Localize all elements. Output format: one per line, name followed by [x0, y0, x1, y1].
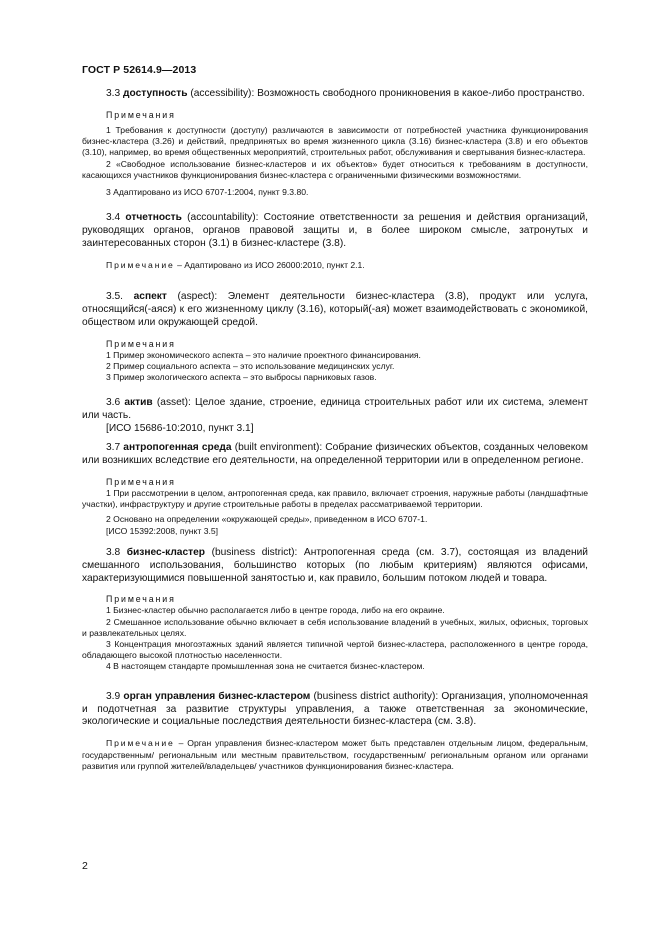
term-3-4-definition: 3.4 отчетность (accountability): Состояние ответственности за решения и действия организаций, руководящих органов, органов правовой защиты и, в более широком смысле, затронутых и заинтересованных сторон (3.1) в бизнес-кластере (3.8). [82, 212, 588, 249]
term-3-5-note-2: 2 Пример социального аспекта – это использование медицинских услуг. [106, 360, 395, 371]
document-header: ГОСТ Р 52614.9—2013 [82, 64, 197, 76]
term-3-3-note-2: 2 «Свободное использование бизнес-кластеров и их объектов» будет относиться к требованиям в доступности, касающихся участников функционирования бизнес-кластера с ограниченными физическими возможностями. [82, 158, 588, 180]
term-3-7-title: антропогенная среда [123, 442, 232, 454]
term-3-6-definition: 3.6 актив (asset): Целое здание, строение, единица строительных работ или их система, элемент или часть. [82, 397, 588, 422]
term-3-5-note-3: 3 Пример экологического аспекта – это выбросы парниковых газов. [106, 372, 377, 383]
term-3-3-notes-heading: Примечания [106, 109, 176, 120]
term-3-9-title: орган управления бизнес-кластером [123, 690, 311, 702]
term-3-8-note-3: 3 Концентрация многоэтажных зданий является типичной чертой бизнес-кластера, расположенного в центре города, обладающего высокой плотностью населенности. [82, 639, 588, 661]
term-3-8-definition: 3.8 бизнес-кластер (business district): Антропогенная среда (см. 3.7), состоящая из владений смешанного использования, большинство которых (по любым критериям) являются офисами, характеризующимися повышенной занятостью и, как правило, большим потоком людей и товара. [82, 546, 588, 584]
term-3-3-note-3: 3 Адаптировано из ИСО 6707-1:2004, пункт 9.3.80. [106, 186, 309, 197]
term-3-9-definition: 3.9 орган управления бизнес-кластером (business district authority): Организация, уполномоченная и подотчетная за развитие структуры управления, а также ответственная за экономические, экологические и социальные последствия деятельности бизнес-кластера (см. 3.8). [82, 690, 588, 728]
term-3-8-title: бизнес-кластер [126, 546, 206, 558]
term-3-7-reference: [ИСО 15392:2008, пункт 3.5] [106, 525, 219, 536]
term-3-4-title: отчетность [125, 212, 182, 224]
term-3-3-definition: 3.3 доступность (accessibility): Возможность свободного проникновения в какое-либо пространство. [106, 88, 585, 99]
term-3-5-definition: 3.5. аспект (aspect): Элемент деятельности бизнес-кластера (3.8), продукт или услуга, относящийся(-аяся) к его жизненному циклу (3.16), который(-ая) может взаимодействовать с экономикой, обществом или окружающей средой. [82, 291, 588, 328]
term-3-8-note-4: 4 В настоящем стандарте промышленная зона не считается бизнес-кластером. [106, 661, 425, 672]
term-3-5-notes-heading: Примечания [106, 338, 176, 349]
page-number: 2 [82, 860, 88, 872]
term-3-5-title: аспект [133, 291, 167, 303]
term-3-7-note-1: 1 При рассмотрении в целом, антропогенная среда, как правило, включает строения, наружные работы (ландшафтные участки), инфраструктуру и другие строительные работы в пределах рассматриваемой территории. [82, 487, 588, 510]
term-3-6-title: актив [124, 397, 153, 409]
term-3-3-note-1: 1 Требования к доступности (доступу) различаются в зависимости от потребностей участника функционирования бизнес-кластера (3.26) и действий, предпринятых во время жизненного цикла (3.16) бизнес-кластера (3.8) и его объектов (3.10), например, во время общественных мероприятий, строительных работ, обслуживания и свертывания бизнес-кластера. [82, 124, 588, 158]
term-3-7-note-2: 2 Основано на определении «окружающей среды», приведенном в ИСО 6707-1. [106, 514, 428, 525]
term-3-8-notes-heading: Примечания [106, 594, 176, 605]
term-3-4-note: Примечание – Адаптировано из ИСО 26000:2010, пункт 2.1. [106, 259, 365, 270]
term-3-3-title: доступность [123, 88, 188, 99]
term-3-9-note: Примечание – Орган управления бизнес-кластером может быть представлен отдельным лицом, федеральным, государственным/ региональным или местным правительством, государственным/ региональным органом или органами развития или группой жителей/владельцев/ участников функционирования бизнес-кластера. [82, 738, 589, 771]
term-3-7-definition: 3.7 антропогенная среда (built environment): Собрание физических объектов, созданных человеком или возникших вследствие его деятельности, на определенной территории или в определенном регионе. [82, 442, 588, 466]
term-3-7-notes-heading: Примечания [106, 476, 176, 487]
page-content [82, 88, 588, 772]
term-3-8-note-2: 2 Смешанное использование обычно включает в себя использование владений в учебных, жилых, офисных, торговых и развлекательных целях. [82, 616, 588, 638]
term-3-5-note-1: 1 Пример экономического аспекта – это наличие проектного финансирования. [106, 349, 421, 360]
term-3-8-note-1: 1 Бизнес-кластер обычно располагается либо в центре города, либо на его окраине. [106, 605, 445, 616]
term-3-6-reference: [ИСО 15686-10:2010, пункт 3.1] [106, 423, 254, 435]
